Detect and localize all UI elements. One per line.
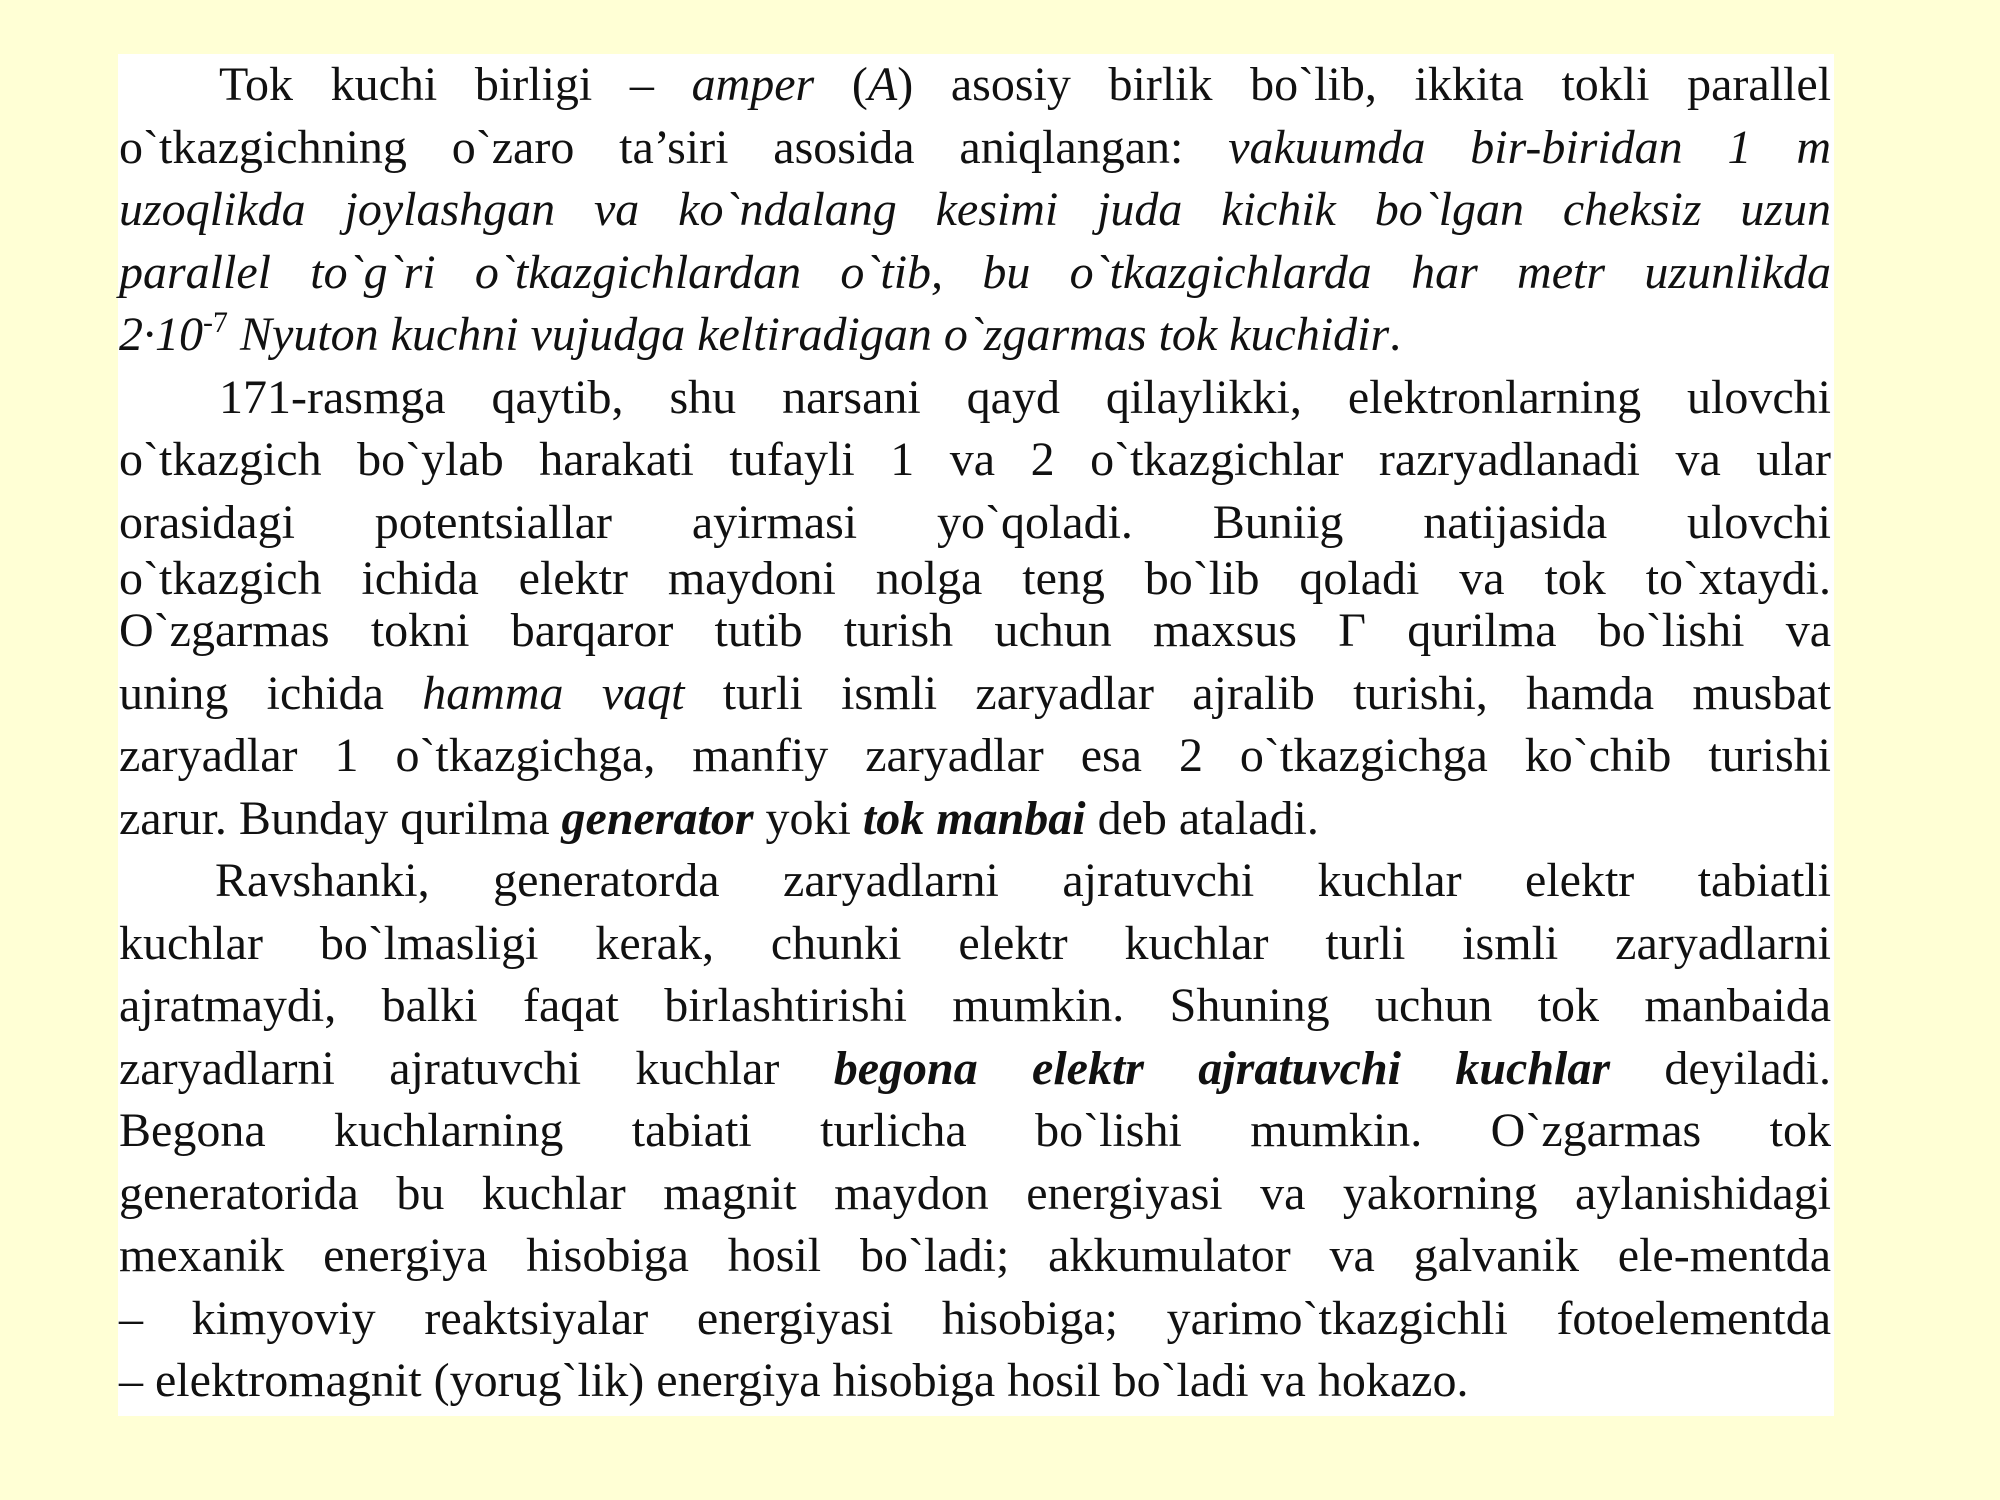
text-line: orasidagi potentsiallar ayirmasi yo`qoladi. Buniig natijasida ulovchi [119,495,1831,549]
text-line: Ravshanki, generatorda zaryadlarni ajratuvchi kuchlar elektr tabiatli [215,854,1831,907]
text-line: – kimyoviy reaktsiyalar energiyasi hisobiga; yarimo`tkazgichli fotoelementda [119,1291,1831,1345]
text-line: ajratmaydi, balki faqat birlashtirishi mumkin. Shuning uchun tok manbaida [119,979,1831,1032]
text-body [119,54,1831,1413]
text-line: O`zgarmas tokni barqaror tutib turish uchun maxsus Г qurilma bo`lishi va [119,604,1831,657]
text-line: Tok kuchi birligi – amper (A) asosiy birlik bo`lib, ikkita tokli parallel [219,58,1832,111]
text-line: o`tkazgich ichida elektr maydoni nolga teng bo`lib qoladi va tok to`xtaydi. [119,552,1831,605]
text-line: mexanik energiya hisobiga hosil bo`ladi; akkumulator va galvanik ele-mentda [119,1229,1831,1282]
text-line: Begona kuchlarning tabiati turlicha bo`lishi mumkin. O`zgarmas tok [119,1104,1831,1157]
text-line: zaryadlar 1 o`tkazgichga, manfiy zaryadlar esa 2 o`tkazgichga ko`chib turishi [119,729,1831,782]
paragraph-extraneous-forces [119,850,1831,1413]
text-line: 171-rasmga qaytib, shu narsani qayd qilaylikki, elektronlarning ulovchi [219,370,1831,424]
text-line: $2\cdot 10^{-7}$ Nyuton kuchni vujudga keltiradigan o`zgarmas tok kuchidir. [119,306,1402,361]
text-line: uning ichida hamma vaqt turli ismli zaryadlar ajralib turishi, hamda musbat [119,666,1832,720]
paragraph-current-source [119,367,1831,851]
text-line: kuchlar bo`lmasligi kerak, chunki elektr kuchlar turli ismli zaryadlarni [119,916,1831,970]
paragraph-ampere-definition [119,54,1831,367]
text-panel [118,54,1834,1416]
text-line: zarur. Bunday qurilma generator yoki tok manbai deb ataladi. [119,791,1319,845]
text-line: parallel to`g`ri o`tkazgichlardan o`tib, bu o`tkazgichlarda har metr uzunlikda [119,245,1831,299]
text-line: zaryadlarni ajratuvchi kuchlar begona elektr ajratuvchi kuchlar deyiladi. [119,1041,1831,1095]
exponent: -7 [203,306,228,339]
text-line: uzoqlikda joylashgan va ko`ndalang kesimi juda kichik bo`lgan cheksiz uzun [119,183,1831,236]
text-line: generatorida bu kuchlar magnit maydon energiyasi va yakorning aylanishidagi [119,1166,1831,1220]
text-line: – elektromagnit (yorug`lik) energiya hisobiga hosil bo`ladi va hokazo. [119,1354,1469,1407]
text-line: o`tkazgich bo`ylab harakati tufayli 1 va 2 o`tkazgichlar razryadlanadi va ular [119,433,1831,486]
text-line: o`tkazgichning o`zaro ta’siri asosida aniqlangan: vakuumda bir-biridan 1 m [119,120,1832,174]
